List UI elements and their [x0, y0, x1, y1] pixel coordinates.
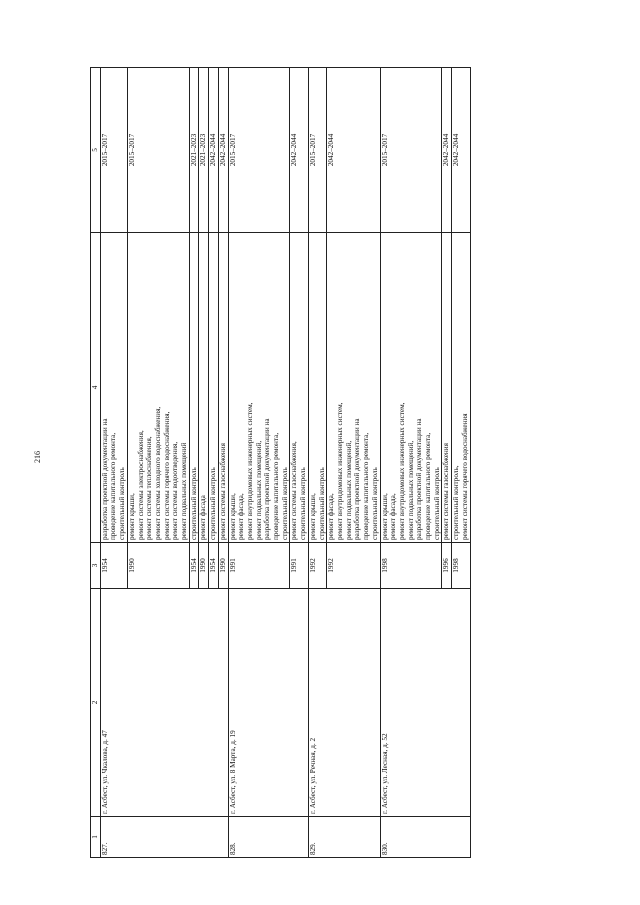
- work-line: ремонт крыши,: [308, 493, 317, 540]
- period-cell: 2042–2044: [452, 68, 470, 233]
- year-cell: 1991: [228, 543, 290, 589]
- work-line: строительный контроль: [317, 467, 326, 540]
- work-line: строительный контроль: [432, 467, 441, 540]
- table-row: [228, 68, 290, 858]
- work-line: ремонт системы теплоснабжения,: [145, 436, 154, 540]
- work-line: ремонт системы газоснабжения: [218, 443, 227, 540]
- address-cell: г. Асбест, ул. 8 Марта, д. 19: [228, 589, 308, 817]
- year-cell: 1954: [100, 543, 127, 589]
- work-line: ремонт фасада: [199, 495, 208, 540]
- work-line: разработка проектной документации на: [100, 418, 109, 540]
- period-cell: 2015–2017: [127, 68, 189, 233]
- row-number-cell: 829.: [308, 817, 380, 858]
- table-row: [380, 68, 442, 858]
- work-cell: [228, 233, 290, 543]
- work-line: проведение капитального ремонта,: [272, 432, 281, 540]
- address-cell: г. Асбест, ул. Чкалова, д. 47: [100, 589, 228, 817]
- work-line: разработка проектной документации на: [353, 418, 362, 540]
- row-number-cell: 827.: [100, 817, 228, 858]
- work-line: проведение капитального ремонта,: [109, 432, 118, 540]
- work-line: ремонт подвальных помещений: [180, 442, 189, 540]
- period-cell: 2021–2023: [189, 68, 199, 233]
- work-line: ремонт фасада,: [389, 493, 398, 540]
- period-cell: 2015–2017: [228, 68, 290, 233]
- period-cell: 2015–2017: [308, 68, 326, 233]
- work-cell: [452, 233, 470, 543]
- work-cell: [209, 233, 219, 543]
- work-line: строительный контроль,: [452, 465, 461, 540]
- year-cell: 1992: [327, 543, 380, 589]
- year-cell: 1998: [452, 543, 470, 589]
- work-line: строительный контроль: [189, 467, 198, 540]
- address-cell: г. Асбест, ул. Речная, д. 2: [308, 589, 380, 817]
- header-cell: 5: [91, 68, 101, 233]
- work-line: ремонт подвальных помещений,: [344, 440, 353, 540]
- work-cell: [199, 233, 209, 543]
- header-row: [91, 68, 101, 858]
- page-number: 216: [33, 451, 42, 463]
- repair-schedule-table: [90, 67, 471, 858]
- work-line: проведение капитального ремонта,: [424, 432, 433, 540]
- work-cell: [189, 233, 199, 543]
- period-cell: 2042–2044: [327, 68, 380, 233]
- year-cell: 1992: [308, 543, 326, 589]
- header-cell: 3: [91, 543, 101, 589]
- work-line: ремонт внутридомовых инженерных систем,: [245, 402, 254, 540]
- work-line: ремонт системы газоснабжения: [442, 443, 451, 540]
- header-cell: 2: [91, 589, 101, 817]
- work-line: ремонт системы электроснабжения,: [136, 430, 145, 540]
- work-cell: [218, 233, 228, 543]
- rotated-table-wrapper: [90, 68, 605, 858]
- work-cell: [442, 233, 452, 543]
- work-line: строительный контроль: [299, 467, 308, 540]
- table-row: [308, 68, 326, 858]
- work-line: разработка проектной документации на: [263, 418, 272, 540]
- work-line: ремонт системы горячего водоснабжения: [460, 413, 469, 540]
- header-cell: 4: [91, 233, 101, 543]
- work-line: ремонт системы холодного водоснабжения,: [153, 406, 162, 540]
- work-line: строительный контроль: [370, 467, 379, 540]
- work-line: ремонт подвальных помещений,: [254, 440, 263, 540]
- work-line: разработка проектной документации на: [415, 418, 424, 540]
- work-cell: [100, 233, 127, 543]
- row-number-cell: 830.: [380, 817, 470, 858]
- year-cell: 1990: [127, 543, 189, 589]
- work-cell: [380, 233, 442, 543]
- year-cell: 1998: [380, 543, 442, 589]
- period-cell: 2042–2044: [442, 68, 452, 233]
- work-line: строительный контроль: [118, 467, 127, 540]
- work-line: ремонт внутридомовых инженерных систем,: [397, 402, 406, 540]
- year-cell: 1954: [189, 543, 199, 589]
- work-line: строительный контроль: [280, 467, 289, 540]
- work-line: ремонт системы газоснабжения,: [290, 441, 299, 540]
- year-cell: 1990: [218, 543, 228, 589]
- work-line: строительный контроль: [209, 467, 218, 540]
- work-line: ремонт крыши,: [228, 493, 237, 540]
- work-line: ремонт крыши,: [380, 493, 389, 540]
- work-cell: [327, 233, 380, 543]
- period-cell: 2042–2044: [290, 68, 308, 233]
- period-cell: 2021–2023: [199, 68, 209, 233]
- year-cell: 1996: [442, 543, 452, 589]
- work-line: ремонт системы водоотведения,: [171, 441, 180, 540]
- table-body: [91, 68, 471, 858]
- period-cell: 2015–2017: [100, 68, 127, 233]
- header-cell: 1: [91, 817, 101, 858]
- work-line: ремонт внутридомовых инженерных систем,: [335, 402, 344, 540]
- work-cell: [308, 233, 326, 543]
- address-cell: г. Асбест, ул. Лесная, д. 52: [380, 589, 470, 817]
- year-cell: 1990: [199, 543, 209, 589]
- year-cell: 1991: [290, 543, 308, 589]
- year-cell: 1954: [209, 543, 219, 589]
- period-cell: 2042–2044: [218, 68, 228, 233]
- row-number-cell: 828.: [228, 817, 308, 858]
- table-row: [100, 68, 127, 858]
- period-cell: 2042–2044: [209, 68, 219, 233]
- work-line: проведение капитального ремонта,: [362, 432, 371, 540]
- period-cell: 2015–2017: [380, 68, 442, 233]
- work-line: ремонт системы горячего водоснабжения,: [162, 411, 171, 540]
- work-line: ремонт крыши,: [127, 493, 136, 540]
- work-line: ремонт подвальных помещений,: [406, 440, 415, 540]
- work-cell: [127, 233, 189, 543]
- work-cell: [290, 233, 308, 543]
- work-line: ремонт фасада,: [237, 493, 246, 540]
- work-line: ремонт фасада,: [327, 493, 336, 540]
